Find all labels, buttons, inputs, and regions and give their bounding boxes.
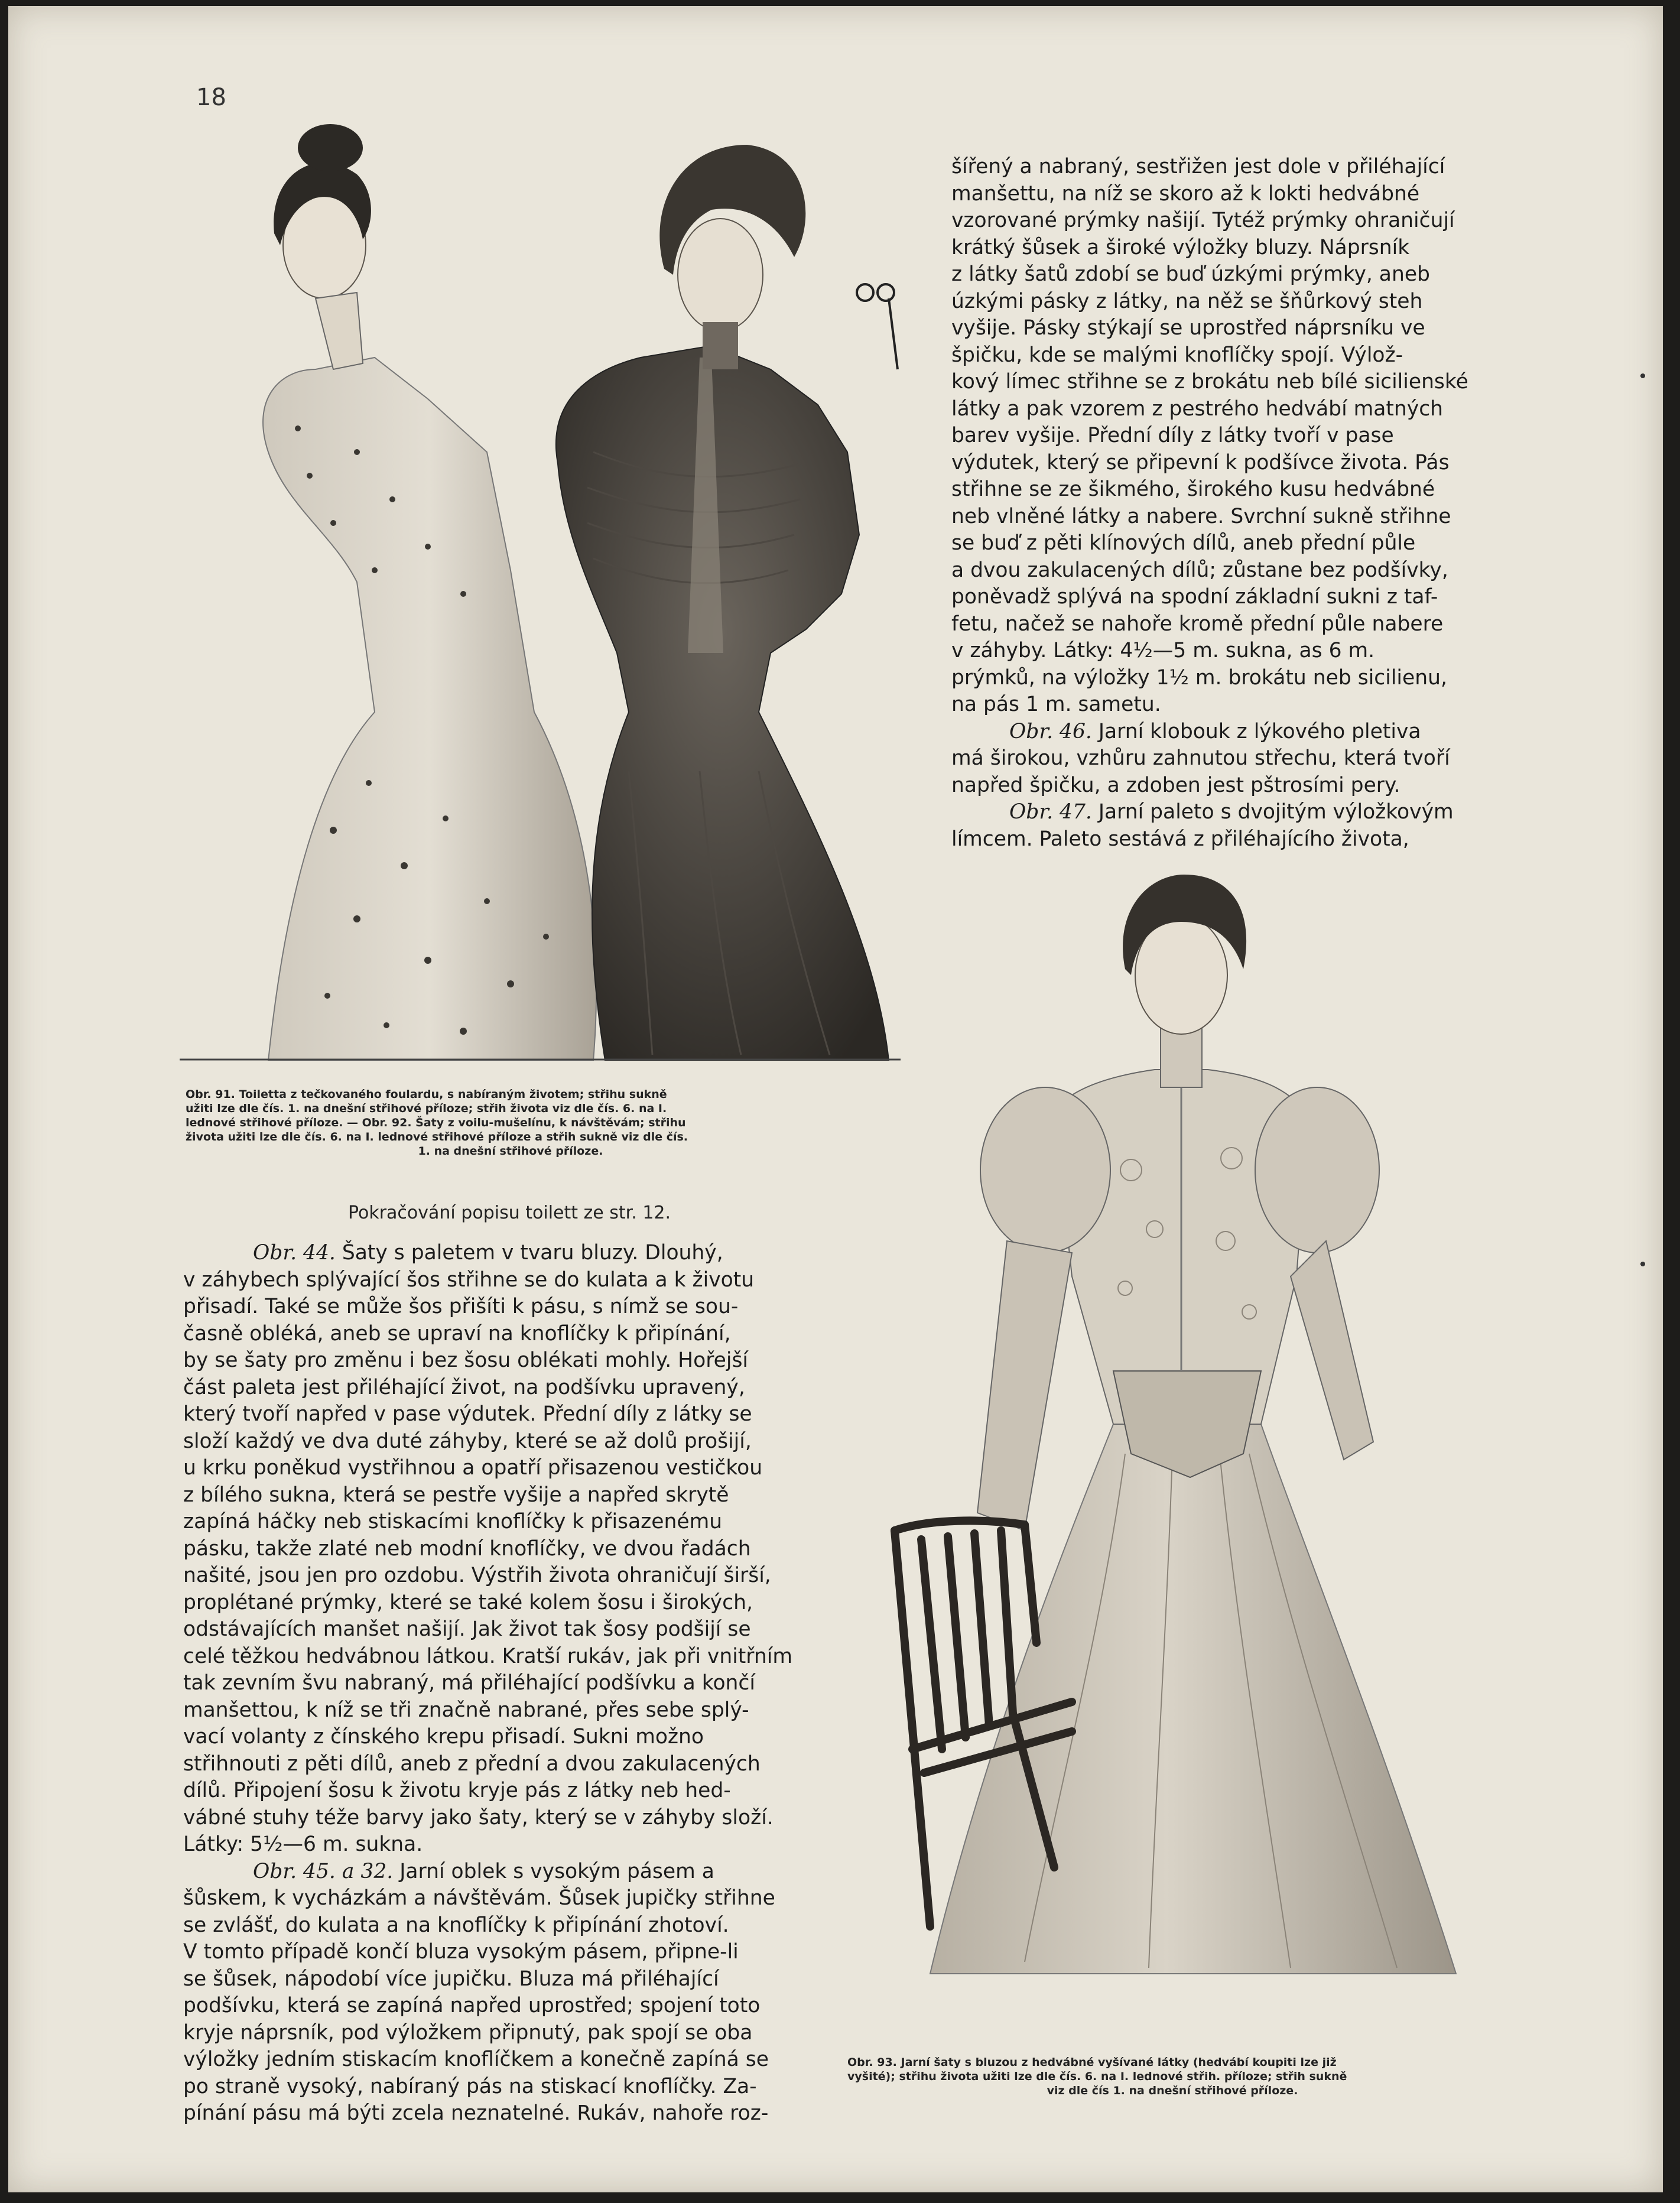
left-text-column — [183, 1240, 824, 2127]
text-line — [951, 207, 1489, 235]
text-line — [951, 396, 1489, 423]
text-run: se buď z pěti klínových dílů, aneb přední půle — [951, 531, 1416, 555]
text-line — [183, 1670, 824, 1697]
text-line — [183, 1294, 824, 1321]
caption-93 — [847, 2055, 1497, 2098]
text-run: límcem. Paleto sestává z přiléhajícího života, — [951, 827, 1409, 851]
text-run: by se šaty pro změnu i bez šosu oblékati mohly. Hořejší — [183, 1349, 749, 1372]
text-line — [183, 1751, 824, 1778]
text-line — [951, 476, 1489, 503]
text-line — [951, 611, 1489, 638]
text-line — [951, 503, 1489, 531]
text-run: se zvlášť, do kulata a na knoflíčky k připínání zhotoví. — [183, 1913, 729, 1937]
text-line — [183, 1482, 824, 1509]
text-line — [183, 1939, 824, 1966]
text-run: Jarní klobouk z lýkového pletiva — [1091, 719, 1421, 743]
margin-dot — [1640, 1262, 1645, 1266]
text-line — [183, 1536, 824, 1563]
text-run: našité, jsou jen pro ozdobu. Výstřih života ohraničují širší, — [183, 1564, 771, 1587]
text-line — [183, 1375, 824, 1402]
text-run: neb vlněné látky a nabere. Svrchní sukně střihne — [951, 504, 1451, 528]
text-run: časně obléká, aneb se upraví na knoflíčky k připínání, — [183, 1321, 731, 1346]
text-run: látky a pak vzorem z pestrého hedvábí matných — [951, 397, 1444, 421]
text-line — [183, 1509, 824, 1536]
text-line — [183, 1858, 824, 1886]
text-line — [951, 719, 1489, 746]
text-line — [183, 1885, 824, 1912]
right-text-column — [951, 154, 1489, 853]
text-run: kový límec střihne se z brokátu neb bílé sicilienské — [951, 370, 1468, 394]
text-run: z látky šatů zdobí se buď úzkými prýmky, aneb — [951, 262, 1430, 286]
text-line — [951, 450, 1489, 477]
text-line — [951, 235, 1489, 262]
text-run: složí každý ve dva duté záhyby, které se až dolů prošijí, — [183, 1429, 752, 1453]
text-line — [183, 2100, 824, 2127]
text-line — [951, 315, 1489, 342]
text-run: Jarní paleto s dvojitým výložkovým — [1091, 800, 1454, 824]
text-run: vábné stuhy téže barvy jako šaty, který se v záhyby složí. — [183, 1805, 774, 1830]
text-line — [951, 691, 1489, 719]
text-line — [183, 1240, 824, 1267]
text-line — [951, 154, 1489, 181]
text-run: z bílého sukna, která se pestře vyšije a napřed skrytě — [183, 1483, 729, 1507]
text-line — [951, 557, 1489, 584]
text-line — [951, 584, 1489, 611]
text-line — [183, 1590, 824, 1617]
text-line — [183, 1643, 824, 1671]
figure-reference: Obr. 44. — [253, 1241, 336, 1265]
text-run: výdutek, který se připevní k podšívce života. Pás — [951, 450, 1450, 475]
text-line — [951, 665, 1489, 692]
caption-line: života užiti lze dle čís. 6. na I. lednové střihové příloze a střih sukně viz dle čís. — [186, 1130, 688, 1143]
text-run: poněvadž splývá na spodní základní sukni z taf- — [951, 585, 1438, 609]
text-run: na pás 1 m. sametu. — [951, 693, 1161, 716]
text-run: přisadí. Také se může šos přišíti k pásu, s nímž se sou- — [183, 1295, 739, 1318]
text-line — [951, 530, 1489, 557]
text-run: má širokou, vzhůru zahnutou střechu, která tvoří — [951, 746, 1450, 770]
caption-line: lednové střihové příloze. — Obr. 92. Šaty z voilu-mušelínu, k návštěvám; střihu — [186, 1116, 686, 1129]
text-line — [183, 1401, 824, 1428]
text-run: odstávajících manšet našijí. Jak život tak šosy podšijí se — [183, 1617, 751, 1641]
text-line — [183, 1993, 824, 2020]
text-line — [951, 423, 1489, 450]
text-run: Šaty s paletem v tvaru bluzy. Dlouhý, — [335, 1241, 723, 1265]
continuation-heading: Pokračování popisu toilett ze str. 12. — [347, 1203, 671, 1223]
text-run: a dvou zakulacených dílů; zůstane bez podšívky, — [951, 558, 1448, 582]
text-run: manšettu, na níž se skoro až k lokti hedvábné — [951, 181, 1420, 206]
text-line — [183, 1966, 824, 1993]
text-run: kryje náprsník, pod výložkem připnutý, pak spojí se oba — [183, 2020, 753, 2045]
text-line — [183, 1267, 824, 1294]
magazine-page — [8, 6, 1663, 2192]
fashion-plate-91-92 — [180, 121, 901, 1061]
fashion-plate-93 — [877, 863, 1468, 1986]
text-run: Látky: 5½—6 m. sukna. — [183, 1832, 423, 1856]
text-line — [951, 261, 1489, 288]
text-run: krátký šůsek a široké výložky bluzy. Náprsník — [951, 235, 1410, 259]
text-run: v záhybech splývající šos střihne se do kulata a k životu — [183, 1268, 755, 1292]
text-run: šířený a nabraný, sestřižen jest dole v přiléhající — [951, 155, 1445, 178]
text-line — [951, 369, 1489, 396]
text-run: V tomto případě končí bluza vysokým pásem, připne-li — [183, 1940, 739, 1964]
caption-line: 1. na dnešní střihové příloze. — [418, 1145, 603, 1158]
text-run: výložky jedním stiskacím knoflíčkem a konečně zapíná se — [183, 2048, 769, 2071]
text-run: vzorované prýmky našijí. Tytéž prýmky ohraničují — [951, 209, 1455, 232]
text-line — [183, 1428, 824, 1455]
text-run: podšívku, která se zapíná napřed uprostřed; spojení toto — [183, 1994, 761, 2017]
figure-reference: Obr. 45. a 32. — [253, 1859, 394, 1883]
caption-line: Obr. 93. Jarní šaty s bluzou z hedvábné vyšívané látky (hedvábí koupiti lze již — [847, 2056, 1337, 2069]
text-run: vyšije. Pásky stýkají se uprostřed náprsníku ve — [951, 316, 1425, 340]
text-line — [183, 1616, 824, 1643]
text-line — [183, 1831, 824, 1858]
text-run: pásku, takže zlaté neb modní knoflíčky, ve dvou řadách — [183, 1536, 751, 1561]
caption-91-92 — [186, 1087, 836, 1158]
text-run: zapíná háčky neb stiskacími knoflíčky k přisazenému — [183, 1510, 723, 1533]
text-run: manšettou, k níž se tři značně nabrané, přes sebe splý- — [183, 1698, 749, 1722]
text-run: střihnouti z pěti dílů, aneb z přední a dvou zakulacených — [183, 1752, 761, 1776]
text-line — [183, 2020, 824, 2047]
text-line — [183, 1805, 824, 1832]
text-line — [951, 181, 1489, 208]
text-line — [951, 342, 1489, 369]
text-line — [183, 1912, 824, 1939]
text-run: špičku, kde se malými knoflíčky spojí. Výlož- — [951, 343, 1403, 367]
text-line — [183, 2046, 824, 2074]
text-line — [951, 638, 1489, 665]
text-run: pínání pásu má býti zcela neznatelné. Rukáv, nahoře roz- — [183, 2101, 769, 2125]
text-run: barev vyšije. Přední díly z látky tvoří v pase — [951, 424, 1394, 447]
caption-line: Obr. 91. Toiletta z tečkovaného foulardu, s nabíraným životem; střihu sukně — [186, 1088, 667, 1101]
caption-line: viz dle čís 1. na dnešní střihové příloze. — [1047, 2084, 1298, 2097]
text-line — [951, 288, 1489, 316]
text-line — [951, 772, 1489, 800]
text-run: Jarní oblek s vysokým pásem a — [393, 1859, 714, 1883]
caption-line: užiti lze dle čís. 1. na dnešní střihové příloze; střih života viz dle čís. 6. na I. — [186, 1102, 667, 1115]
text-line — [183, 1778, 824, 1805]
text-run: úzkými pásky z látky, na něž se šňůrkový steh — [951, 289, 1423, 313]
text-run: střihne se ze šikmého, širokého kusu hedvábné — [951, 477, 1435, 501]
text-line — [183, 1455, 824, 1482]
text-run: část paleta jest přiléhající život, na podšívku upravený, — [183, 1375, 745, 1399]
text-run: tak zevním švu nabraný, má přiléhající podšívku a končí — [183, 1671, 755, 1695]
text-run: vací volanty z čínského krepu přisadí. Sukni možno — [183, 1725, 704, 1749]
text-run: dílů. Připojení šosu k životu kryje pás z látky neb hed- — [183, 1779, 731, 1802]
text-line — [951, 745, 1489, 772]
text-run: který tvoří napřed v pase výdutek. Přední díly z látky se — [183, 1402, 752, 1426]
text-run: napřed špičku, a zdoben jest pštrosími pery. — [951, 773, 1400, 797]
page-number: 18 — [196, 84, 226, 111]
text-run: prýmků, na výložky 1½ m. brokátu neb sicilienu, — [951, 665, 1447, 690]
text-line — [951, 799, 1489, 826]
text-run: po straně vysoký, nabíraný pás na stiskací knoflíčky. Za- — [183, 2074, 757, 2098]
figure-reference: Obr. 47. — [1009, 800, 1092, 824]
text-run: fetu, načež se nahoře kromě přední půle nabere — [951, 612, 1444, 636]
text-line — [183, 2074, 824, 2101]
text-run: v záhyby. Látky: 4½—5 m. sukna, as 6 m. — [951, 639, 1375, 662]
margin-dot — [1640, 373, 1645, 378]
text-line — [183, 1562, 824, 1590]
text-run: celé těžkou hedvábnou látkou. Kratší rukáv, jak při vnitřním — [183, 1644, 792, 1668]
caption-line: vyšité); střihu života užiti lze dle čís. 6. na I. lednové střih. příloze; střih sukně — [847, 2070, 1347, 2083]
text-run: šůskem, k vycházkám a návštěvám. Šůsek jupičky střihne — [183, 1886, 775, 1910]
figure-reference: Obr. 46. — [1009, 719, 1092, 743]
text-run: proplétané prýmky, které se také kolem šosu i širokých, — [183, 1590, 753, 1614]
text-run: u krku poněkud vystřihnou a opatří přisazenou vestičkou — [183, 1456, 763, 1480]
text-line — [951, 826, 1489, 853]
text-line — [183, 1347, 824, 1375]
text-run: se šůsek, nápodobí více jupičku. Bluza má přiléhající — [183, 1967, 719, 1991]
text-line — [183, 1697, 824, 1724]
text-line — [183, 1321, 824, 1348]
text-line — [183, 1724, 824, 1751]
